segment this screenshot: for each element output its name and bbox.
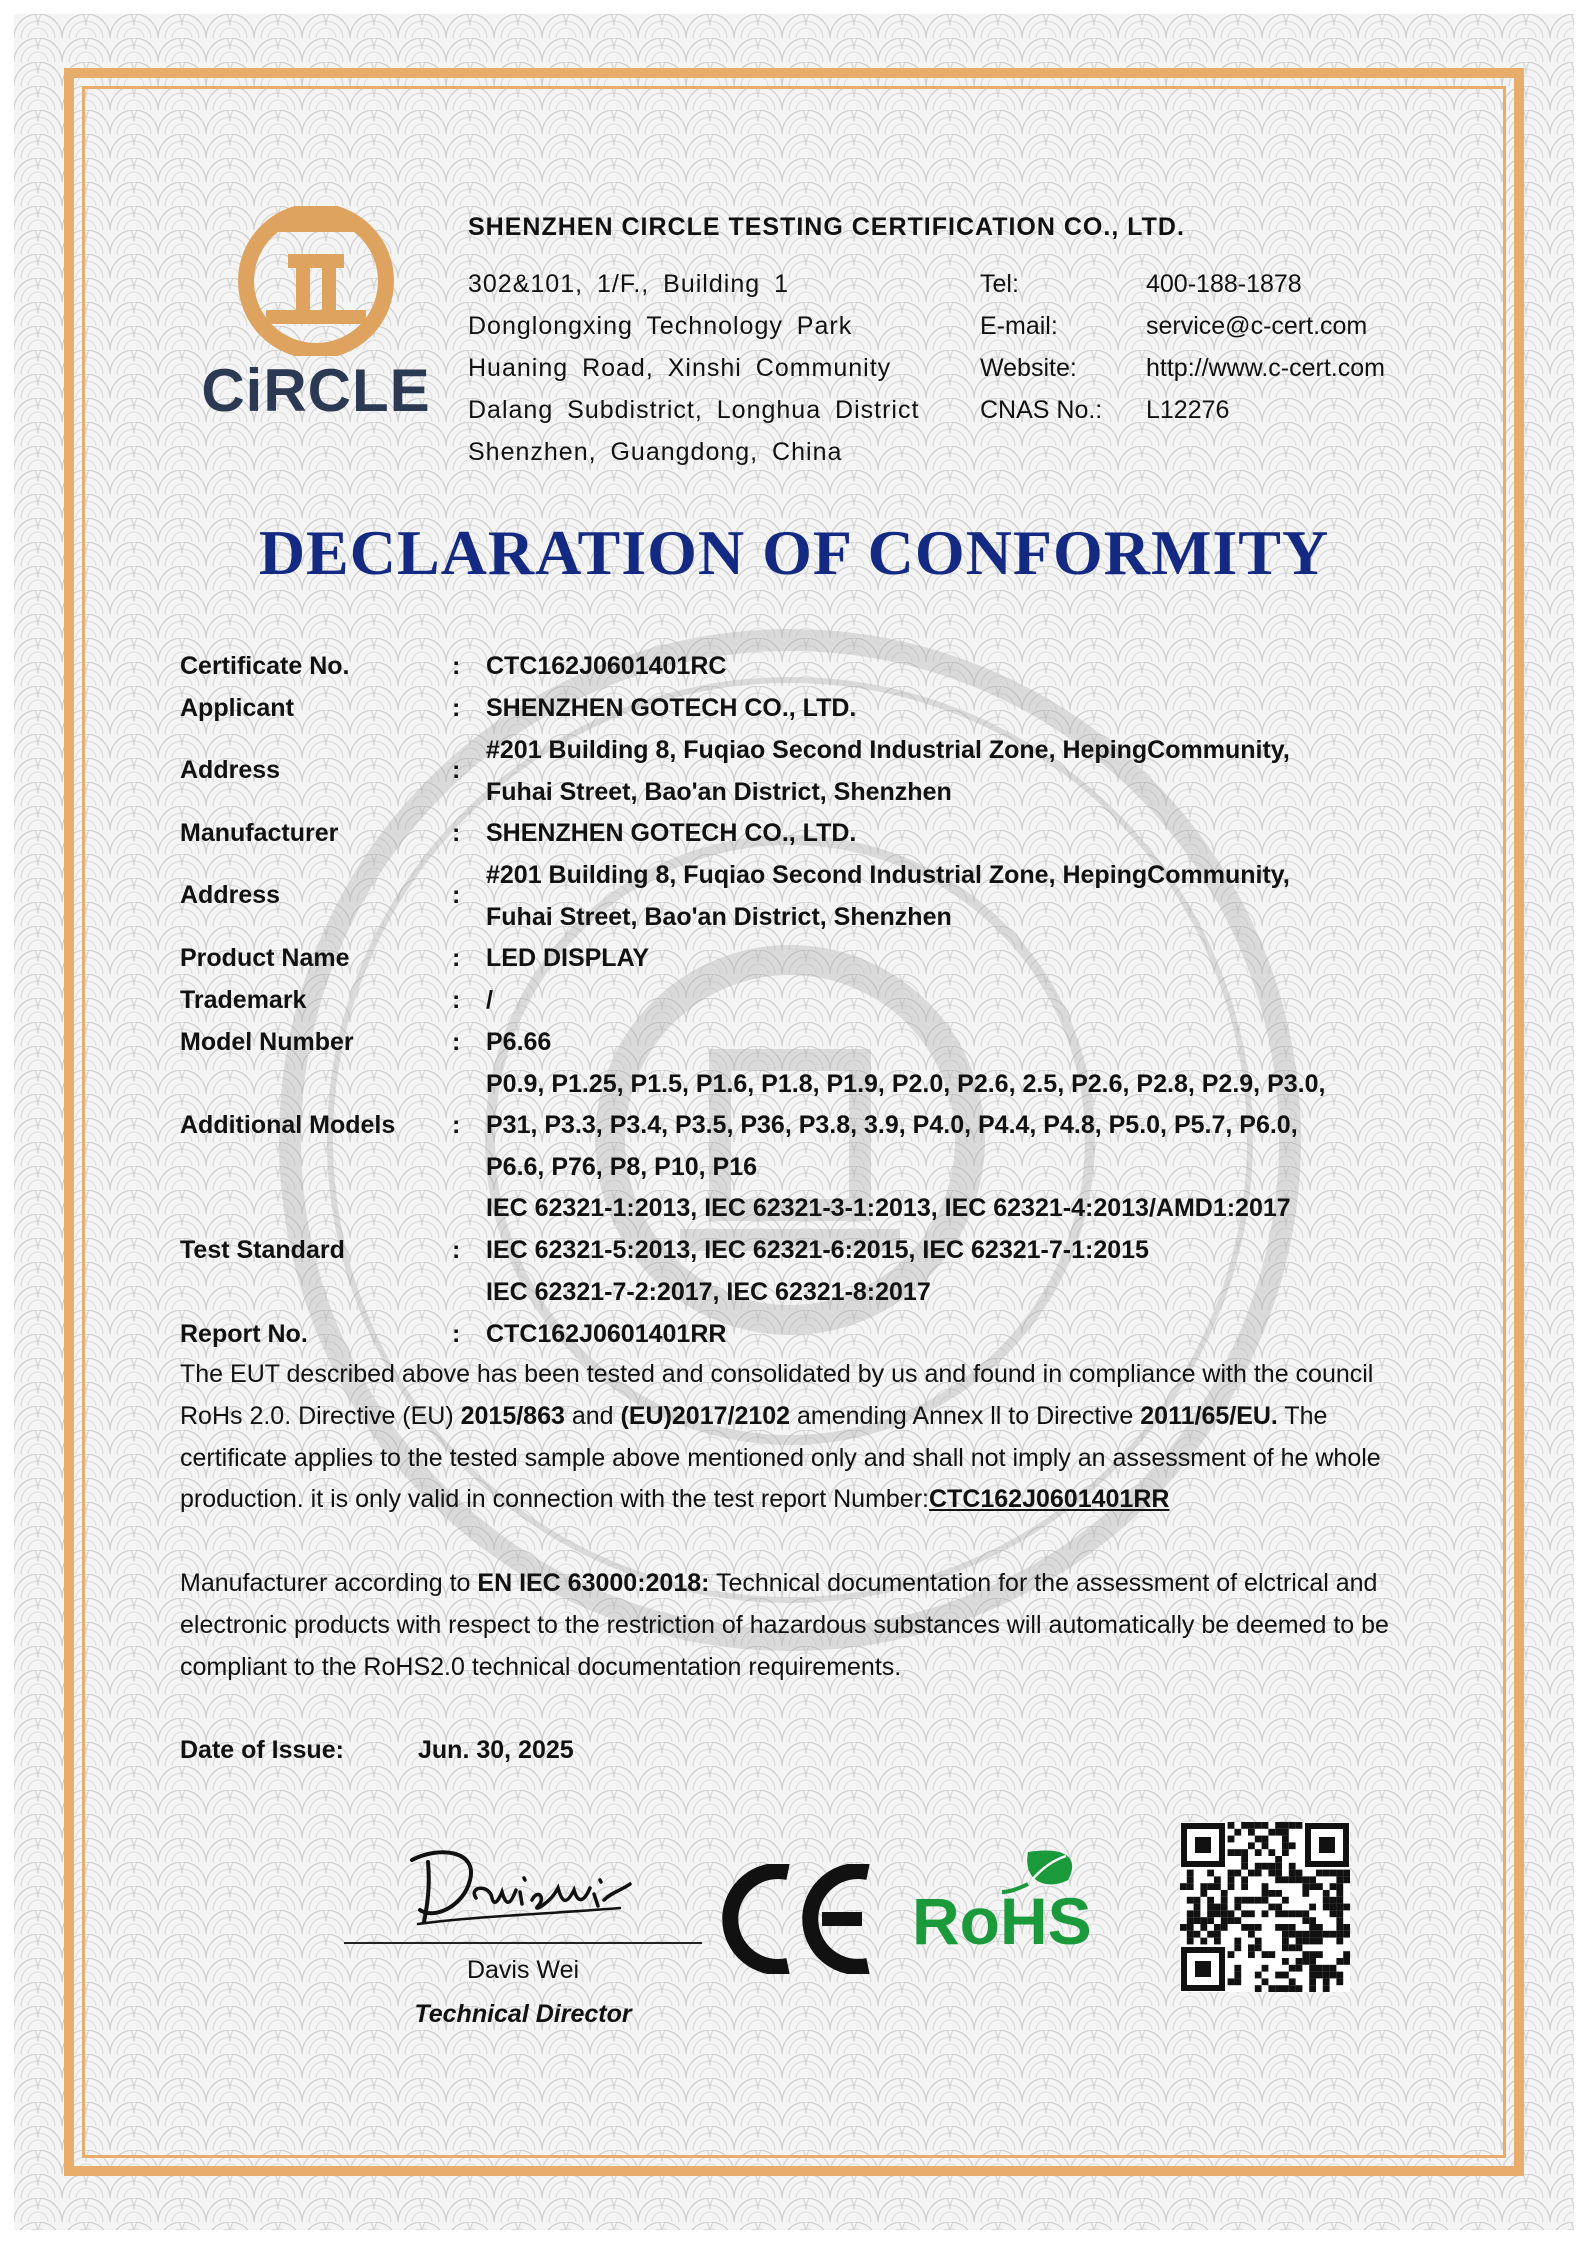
applicant-label: Applicant: [180, 694, 294, 722]
manufacturer-address-label: Address: [180, 881, 281, 909]
cnas-label: CNAS No.:: [980, 396, 1103, 424]
issuer-company-name: SHENZHEN CIRCLE TESTING CERTIFICATION CO., LTD.: [468, 213, 1185, 241]
statement-text: The EUT described above has been tested and consolidated by us and found in compliance with the council RoHs 2.0. Directive (EU): [180, 1360, 1374, 1430]
issuer-address-line: Donglongxing Technology Park: [468, 312, 853, 340]
field-colon: :: [452, 944, 461, 972]
applicant-address-label: Address: [180, 756, 281, 784]
website-label: Website:: [980, 354, 1077, 382]
issuer-address-line: Dalang Subdistrict, Longhua District: [468, 396, 920, 424]
statement-report-number: CTC162J0601401RR: [929, 1485, 1170, 1514]
tel-value: 400-188-1878: [1146, 270, 1302, 298]
tel-label: Tel:: [980, 270, 1019, 298]
manufacturer-label: Manufacturer: [180, 819, 339, 847]
test-standard-line: IEC 62321-5:2013, IEC 62321-6:2015, IEC 62321-7-1:2015: [486, 1236, 1149, 1264]
additional-models-line: P6.6, P76, P8, P10, P16: [486, 1153, 758, 1181]
additional-models-label: Additional Models: [180, 1111, 396, 1139]
field-colon: :: [452, 819, 461, 847]
applicant-address-line: Fuhai Street, Bao'an District, Shenzhen: [486, 778, 952, 806]
date-of-issue-value: Jun. 30, 2025: [418, 1736, 574, 1764]
test-standard-label: Test Standard: [180, 1236, 345, 1264]
manufacturer-statement: [180, 1563, 1440, 1688]
product-name-value: LED DISPLAY: [486, 944, 650, 972]
email-value: service@c-cert.com: [1146, 312, 1368, 340]
statement-directive: 2015/863: [460, 1401, 565, 1430]
report-no-label: Report No.: [180, 1320, 308, 1348]
statement-text: The certificate applies to the tested sample above mentioned only and shall not imply an assessment of he whole production. it is only valid in connection with the test report Number:: [180, 1401, 1381, 1514]
issuer-address-line: Shenzhen, Guangdong, China: [468, 438, 843, 466]
certificate-no-value: CTC162J0601401RC: [486, 652, 727, 680]
certificate-no-label: Certificate No.: [180, 652, 350, 680]
manufacturer-address-line: #201 Building 8, Fuqiao Second Industrial Zone, HepingCommunity,: [486, 861, 1290, 889]
product-name-label: Product Name: [180, 944, 350, 972]
signatory-title: Technical Director: [414, 2000, 632, 2028]
signature-line: [344, 1942, 702, 1944]
field-colon: :: [452, 1111, 461, 1139]
cnas-value: L12276: [1146, 396, 1230, 424]
issuer-address-line: 302&101, 1/F., Building 1: [468, 270, 789, 298]
field-colon: :: [452, 1320, 461, 1348]
statement-text: Manufacturer according to: [180, 1569, 478, 1597]
additional-models-line: P0.9, P1.25, P1.5, P1.6, P1.8, P1.9, P2.0, P2.6, 2.5, P2.6, P2.8, P2.9, P3.0,: [486, 1070, 1326, 1098]
logo-wordmark: CiRCLE: [201, 357, 431, 424]
applicant-address-line: #201 Building 8, Fuqiao Second Industrial Zone, HepingCommunity,: [486, 736, 1290, 764]
company-logo: [196, 206, 436, 436]
manufacturer-value: SHENZHEN GOTECH CO., LTD.: [486, 819, 857, 847]
field-colon: :: [452, 756, 461, 784]
field-colon: :: [452, 652, 461, 680]
test-standard-line: IEC 62321-1:2013, IEC 62321-3-1:2013, IEC 62321-4:2013/AMD1:2017: [486, 1194, 1291, 1222]
document-title: DECLARATION OF CONFORMITY: [258, 517, 1330, 588]
website-value: http://www.c-cert.com: [1146, 354, 1385, 382]
statement-text: amending Annex ll to Directive: [790, 1401, 1141, 1430]
report-no-value: CTC162J0601401RR: [486, 1320, 727, 1348]
qr-code-icon: [1180, 1822, 1350, 1992]
field-colon: :: [452, 881, 461, 909]
statement-text: and: [564, 1401, 621, 1430]
model-number-value: P6.66: [486, 1028, 552, 1056]
test-standard-line: IEC 62321-7-2:2017, IEC 62321-8:2017: [486, 1278, 931, 1306]
field-colon: :: [452, 1028, 461, 1056]
manufacturer-address-line: Fuhai Street, Bao'an District, Shenzhen: [486, 903, 952, 931]
applicant-value: SHENZHEN GOTECH CO., LTD.: [486, 694, 857, 722]
rohs-mark-text: RoHS: [912, 1884, 1092, 1952]
field-colon: :: [452, 1236, 461, 1264]
ce-mark-icon: [722, 1864, 878, 1974]
signatory-name: Davis Wei: [466, 1956, 580, 1984]
statement-text: Technical documentation for the assessment of elctrical and electronic products with respect to the restriction of hazardous substances will automatically be deemed to be compliant to the RoHS2.0 technical documentation requirements.: [180, 1569, 1389, 1681]
date-of-issue-label: Date of Issue:: [180, 1736, 344, 1764]
handwritten-signature: [398, 1840, 638, 1936]
circle-emblem-icon: [236, 206, 396, 356]
statement-directive: (EU)2017/2102: [620, 1401, 791, 1430]
compliance-statement: [180, 1354, 1440, 1521]
issuer-address-line: Huaning Road, Xinshi Community: [468, 354, 892, 382]
trademark-value: /: [486, 986, 493, 1014]
rohs-mark-icon: [910, 1846, 1096, 1952]
trademark-label: Trademark: [180, 986, 307, 1014]
field-colon: :: [452, 986, 461, 1014]
email-label: E-mail:: [980, 312, 1058, 340]
model-number-label: Model Number: [180, 1028, 354, 1056]
statement-standard: EN IEC 63000:2018:: [477, 1569, 710, 1597]
field-colon: :: [452, 694, 461, 722]
statement-directive: 2011/65/EU.: [1140, 1401, 1278, 1430]
additional-models-line: P31, P3.3, P3.4, P3.5, P36, P3.8, 3.9, P4.0, P4.4, P4.8, P5.0, P5.7, P6.0,: [486, 1111, 1298, 1139]
